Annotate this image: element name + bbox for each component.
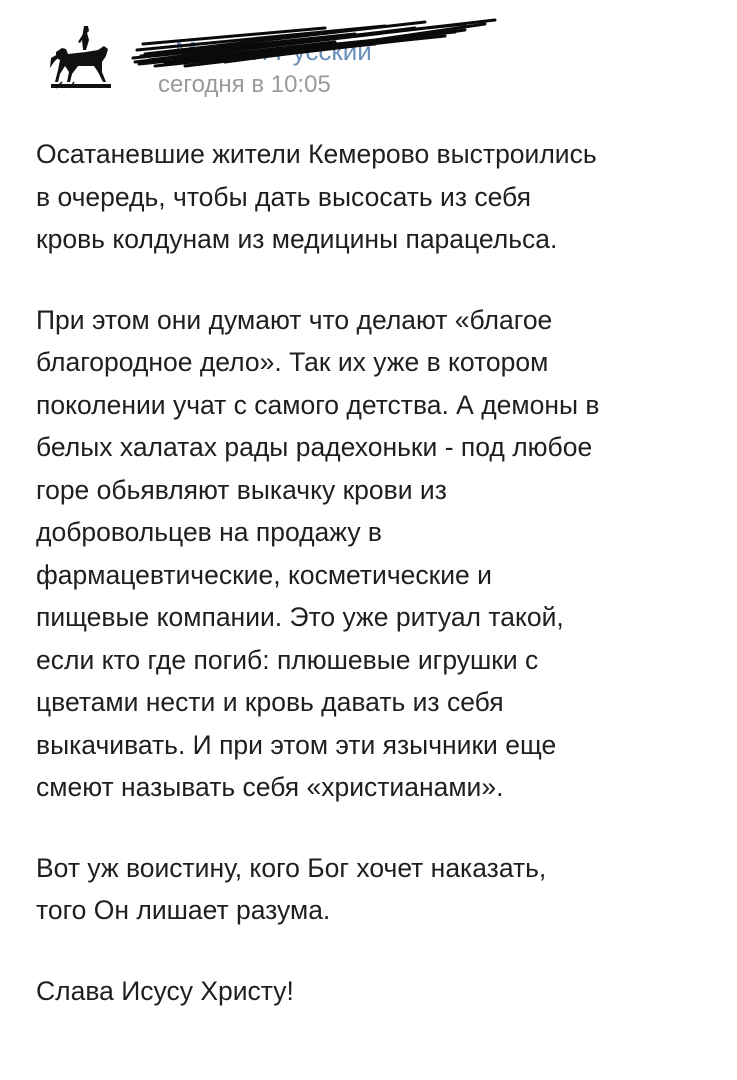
post-paragraph: Слава Исусу Христу! <box>36 975 294 1006</box>
horseman-statue-icon <box>48 22 114 92</box>
post-paragraph: Осатаневшие жители Кемерово выстроились в очередь, чтобы дать высосать из себя кровь колдунам из медицины парацельса. <box>36 139 597 254</box>
post-body <box>36 133 726 1050</box>
author-name[interactable] <box>125 14 505 74</box>
redaction-scribble <box>125 14 505 74</box>
avatar[interactable] <box>48 22 114 92</box>
author-name-text[interactable]: Михаил Русский <box>175 36 372 66</box>
post-header <box>0 0 737 110</box>
post-paragraph: При этом они думают что делают «благое благородное дело». Так их уже в котором поколении учат с самого детства. А демоны в белых халатах рады радехоньки - под любое горе обьявляют выкачку крови из добровольцев на продажу в фармацевтические, косметические и пищевые компании. Это уже ритуал такой, если кто где погиб: плюшевые игрушки с цветами нести и кровь давать из себя выкачивать. И при этом эти язычники еще смеют называть себя «христианами». <box>36 304 600 802</box>
post-timestamp: сегодня в 10:05 <box>158 71 331 98</box>
post-paragraph: Вот уж воистину, кого Бог хочет наказать, того Он лишает разума. <box>36 852 547 925</box>
